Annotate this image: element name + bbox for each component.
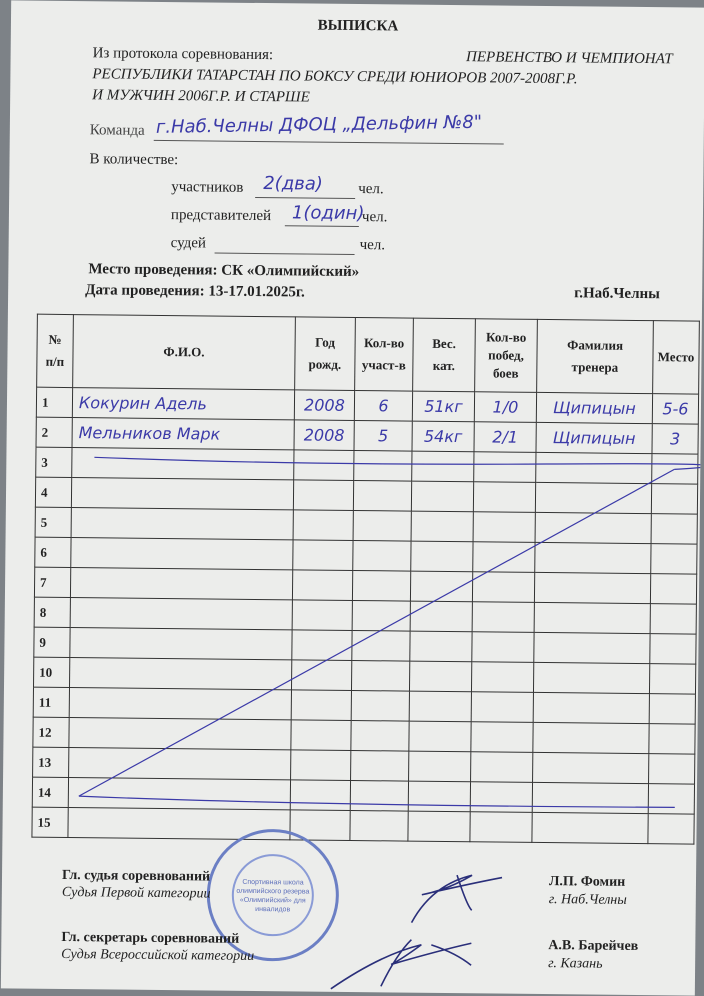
cell-name: Кокурин Адель — [72, 388, 294, 420]
venue: Место проведения: СК «Олимпийский» — [88, 261, 360, 281]
cell-num: 8 — [34, 597, 70, 627]
representatives-label: представителей — [170, 207, 272, 225]
cell-year: 2008 — [294, 390, 354, 421]
protocol-name-line-2: РЕСПУБЛИКИ ТАТАРСТАН ПО БОКСУ СРЕДИ ЮНИОРОВ 2007-2008Г.Р. — [92, 66, 578, 88]
signature-secretary — [331, 939, 472, 990]
chief-judge-name: Л.П. Фомин — [548, 874, 626, 890]
cell-num: 7 — [34, 567, 70, 597]
cell-coach: Щипицын — [536, 392, 652, 423]
chief-secretary-name: А.В. Барейчев — [548, 938, 639, 955]
chief-judge-title: Гл. судья соревнований — [61, 867, 211, 885]
cell-num: 5 — [35, 507, 71, 537]
header-coach: Фамилия тренера — [537, 319, 654, 393]
chief-secretary-title: Гл. секретарь соревнований — [61, 929, 240, 947]
event-date: Дата проведения: 13-17.01.2025г. — [85, 282, 305, 301]
cell-place: 3 — [652, 424, 698, 454]
chief-secretary-category: Судья Всероссийской категории — [61, 946, 255, 964]
cell-name: Мельников Марк — [72, 418, 294, 450]
representatives-unit: чел. — [361, 209, 388, 226]
cell-year: 2008 — [294, 420, 354, 451]
chief-judge-city: г. Наб.Челны — [548, 892, 627, 908]
document-page — [1, 0, 704, 995]
quantity-label: В количестве: — [89, 151, 179, 169]
header-bouts: Кол-во участ-в — [355, 318, 414, 392]
participants-value: 2(два) — [263, 173, 323, 195]
cell-num: 10 — [34, 657, 70, 687]
participants-label: участников — [171, 179, 244, 196]
stamp-text: Спортивная школа олимпийского резерва «Олимпийский» для инвалидов — [231, 854, 314, 937]
cell-num: 11 — [33, 687, 69, 717]
document-title: ВЫПИСКА — [317, 17, 399, 35]
signature-marks — [1, 0, 704, 995]
cell-place: 5-6 — [652, 394, 698, 424]
representatives-value: 1(один) — [291, 202, 365, 225]
participants-unit: чел. — [358, 181, 384, 198]
team-value: г.Наб.Челны ДФОЦ „Дельфин №8" — [155, 111, 483, 138]
protocol-name-line-1: ПЕРВЕНСТВО И ЧЕМПИОНАТ — [465, 49, 673, 68]
cell-wins: 1/0 — [474, 392, 536, 423]
signature-judge — [412, 875, 502, 924]
cell-wins: 2/1 — [474, 422, 536, 453]
cell-num: 9 — [34, 627, 70, 657]
protocol-name-line-3: И МУЖЧИН 2006Г.Р. И СТАРШЕ — [92, 87, 310, 106]
cell-num: 3 — [36, 447, 72, 477]
event-city: г.Наб.Челны — [574, 285, 660, 303]
cell-coach: Щипицын — [536, 422, 652, 453]
header-num: № п/п — [37, 314, 74, 387]
cell-num: 14 — [32, 777, 68, 807]
header-name: Ф.И.О. — [73, 315, 296, 390]
judges-label: судей — [170, 235, 207, 252]
cell-num: 15 — [32, 807, 68, 837]
cell-weight: 51кг — [412, 391, 474, 422]
header-weight: Вес. кат. — [413, 318, 476, 392]
cell-bouts: 5 — [354, 421, 412, 452]
cell-bouts: 6 — [354, 391, 412, 422]
cell-num: 4 — [35, 477, 71, 507]
header-wins: Кол-во побед, боев — [475, 319, 538, 393]
judges-unit: чел. — [359, 237, 386, 254]
cell-num: 2 — [36, 417, 72, 447]
header-place: Место — [653, 321, 700, 394]
cell-num: 6 — [35, 537, 71, 567]
cell-weight: 54кг — [412, 421, 474, 452]
cell-num: 13 — [33, 747, 69, 777]
protocol-prefix: Из протокола соревнования: — [92, 45, 274, 64]
header-year: Год рожд. — [295, 317, 356, 391]
cell-num: 1 — [36, 387, 72, 417]
chief-secretary-city: г. Казань — [548, 956, 603, 972]
team-label: Команда — [89, 122, 145, 139]
chief-judge-category: Судья Первой категории — [61, 884, 211, 902]
cell-num: 12 — [33, 717, 69, 747]
